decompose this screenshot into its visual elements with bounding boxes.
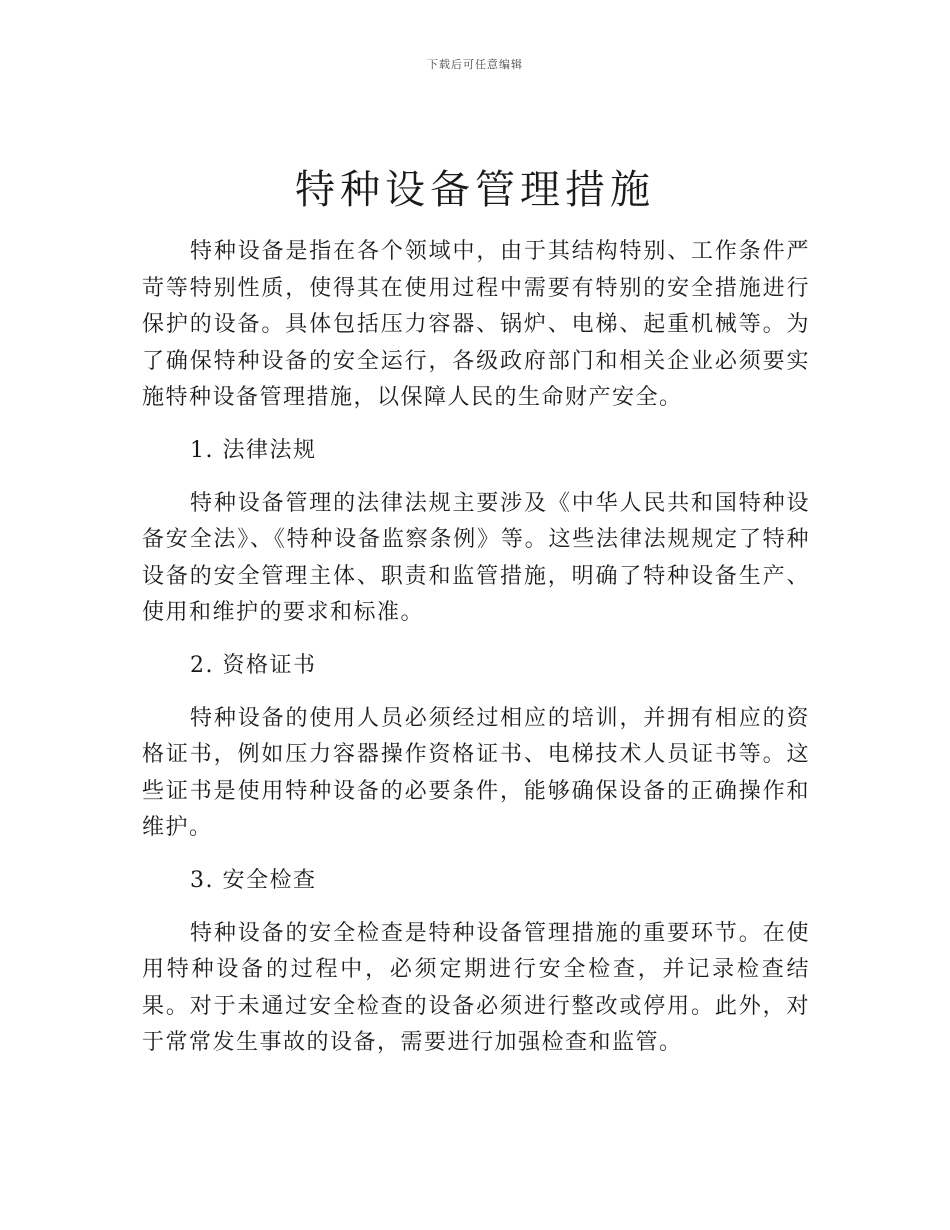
header-note: 下载后可任意编辑 — [427, 58, 523, 71]
section-heading-inspection: 3. 安全检查 — [190, 867, 317, 893]
document-body — [142, 234, 810, 1062]
section-heading-certificate: 2. 资格证书 — [190, 652, 317, 678]
section-body-law: 特种设备管理的法律法规主要涉及《中华人民共和国特种设备安全法》、《特种设备监察条例》等。这些法律法规规定了特种设备的安全管理主体、职责和监管措施，明确了特种设备生产、使用和维护的要求和标准。 — [142, 490, 810, 626]
intro-paragraph: 特种设备是指在各个领域中，由于其结构特别、工作条件严苛等特别性质，使得其在使用过程中需要有特别的安全措施进行保护的设备。具体包括压力容器、锅炉、电梯、起重机械等。为了确保特种设备的安全运行，各级政府部门和相关企业必须要实施特种设备管理措施，以保障人民的生命财产安全。 — [142, 239, 810, 411]
document-title: 特种设备管理措施 — [295, 167, 655, 213]
section-body-inspection: 特种设备的安全检查是特种设备管理措施的重要环节。在使用特种设备的过程中，必须定期进行安全检查，并记录检查结果。对于未通过安全检查的设备必须进行整改或停用。此外，对于常常发生事故的设备，需要进行加强检查和监管。 — [142, 920, 810, 1056]
section-body-certificate: 特种设备的使用人员必须经过相应的培训，并拥有相应的资格证书，例如压力容器操作资格证书、电梯技术人员证书等。这些证书是使用特种设备的必要条件，能够确保设备的正确操作和维护。 — [142, 705, 810, 841]
section-heading-law: 1. 法律法规 — [190, 437, 317, 463]
